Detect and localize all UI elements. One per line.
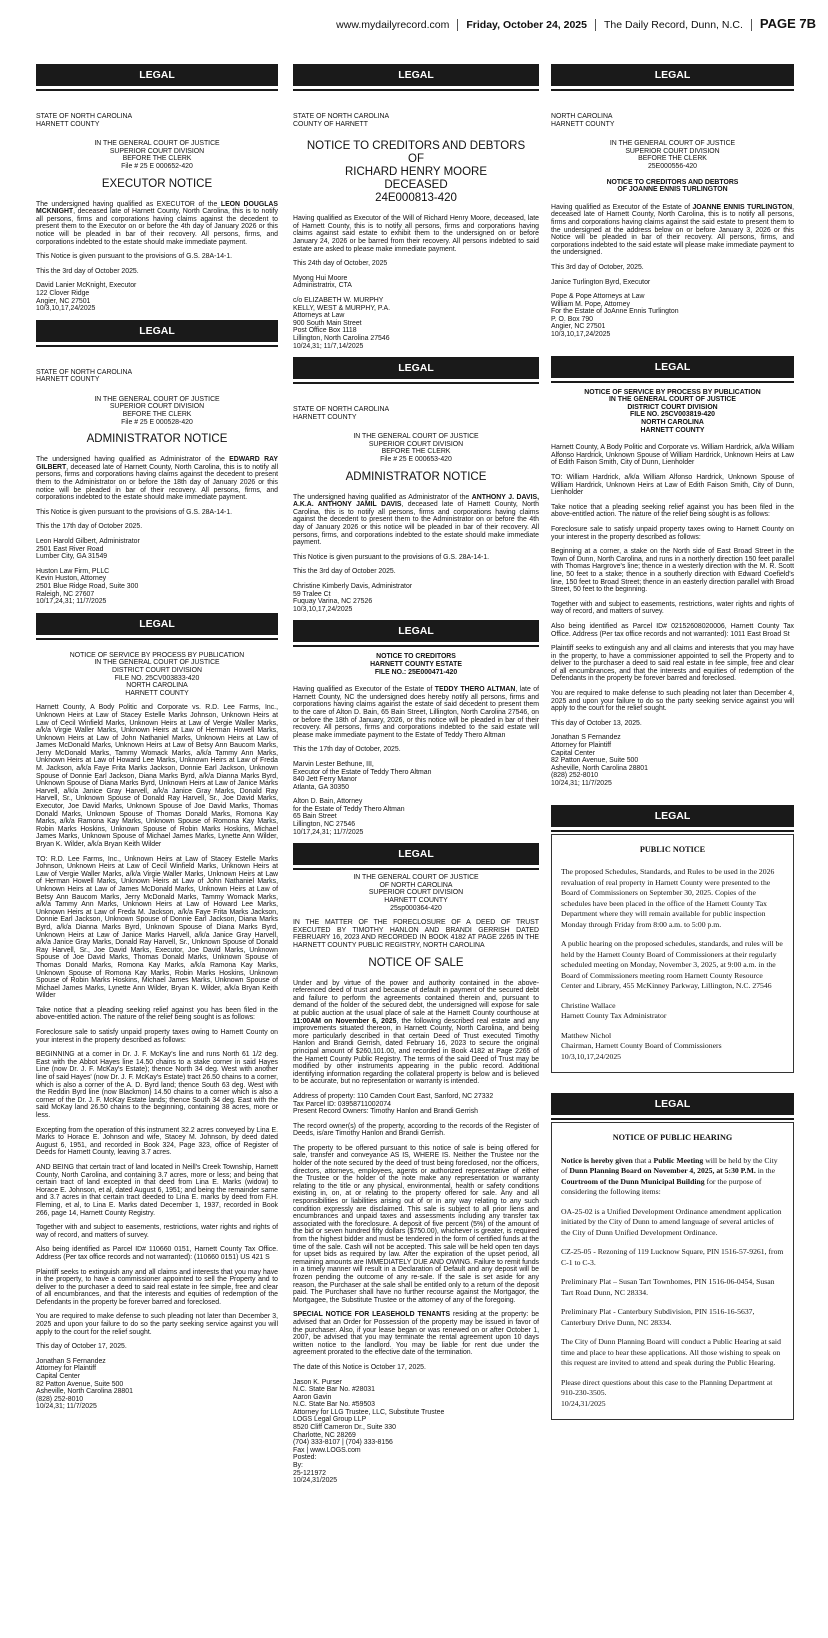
notice-heading: NOTICE TO CREDITORS HARNETT COUNTY ESTATE FILE NO.: 25E000471-420 (370, 653, 462, 676)
notice-title: ADMINISTRATOR NOTICE (345, 470, 487, 483)
notice-parties: Harnett County, A Body Politic and Corporate vs. William Hardrick, a/k/a William Alfonso Hardrick, Unknown Spouse of William Hardrick, Unknown Heirs at Law of Edith Faison Smith, City of Dunn, Lienholder (551, 444, 794, 467)
notice-signature: Christine Wallace Harnett County Tax Administrator (561, 1000, 667, 1021)
legal-section-band: LEGAL (36, 320, 278, 345)
notice-paragraph: Excepting from the operation of this instrument 32.2 acres conveyed by Lina E. Marks to Horace E. Johnson and wife, Stacey M. Johnson, by deed dated August 6, 1951, and recorded in Book 324, Page 323, office of Register of Deeds for Harnett County, leaving 3.7 acres. (36, 1126, 278, 1157)
notice-date: This the 3rd day of October 2025. (293, 568, 396, 576)
header-divider (457, 19, 458, 31)
column-right (551, 64, 794, 1420)
page-number: PAGE 7B (759, 16, 816, 31)
column-middle (293, 64, 539, 1492)
notice-date: This the 3rd day of October 2025. (36, 267, 139, 275)
legal-section-band: LEGAL (36, 613, 278, 638)
agenda-item: CZ-25-05 - Rezoning of 119 Lucknow Square, PIN 1516-57-9261, from C-1 to C-3. (561, 1247, 784, 1267)
court-heading: IN THE GENERAL COURT OF JUSTICE SUPERIOR COURT DIVISION BEFORE THE CLERK File # 25 E 000653-420 (353, 433, 479, 464)
attorney-signature: Alton D. Bain, Attorney for the Estate of Teddy Thero Altman 65 Bain Street Lillington, NC 27546 10/17,24,31; 11/7/2025 (293, 798, 405, 836)
notice-paragraph: A public hearing on the proposed schedules, standards, and rules will be held by the Harnett County Board of Commissioners at their regularly scheduled meeting on Monday, November 3, 2025, at 9:00 a.m. in the Board of Commissioners meeting room Harnett County Resource Center and Library, 455 McKinney Parkway, Lillington, N.C. 27546 (561, 939, 783, 991)
notice-date: This the 17th day of October, 2025. (293, 746, 401, 754)
issue-date: Friday, October 24, 2025 (466, 19, 587, 31)
page-header (0, 6, 816, 42)
notice-statute: This Notice is given pursuant to the provisions of G.S. 28A-14-1. (36, 508, 233, 516)
legal-section-band: LEGAL (551, 356, 794, 381)
notice-paragraph: The proposed Schedules, Standards, and Rules to be used in the 2026 revaluation of real property in Harnett County were presented to the Board of Commissioners on September 30, 2025. Copies of the schedules have been placed in the office of the Harnett County Tax Department where they will remain available for public inspection Monday through Friday from 8:00 a.m. to 5:00 p.m. (561, 867, 775, 929)
notice-body: The undersigned having qualified as EXECUTOR of the LEON DOUGLAS MCKNIGHT, deceased late of Harnett County, North Carolina, this is to notify all persons, firms and corporations having claims against the decedent to present them to the Executor on or before the 4th day of January 2026 or this notice will be pleaded in bar of their recovery. All persons, firms, and corporations indebted to the estate should make immediate payment. (36, 200, 278, 246)
administrator-notice-gilbert (36, 369, 278, 606)
notice-signature: Marvin Lester Bethune, III, Executor of the Estate of Teddy Thero Altman 840 Jett Ferry Manor Atlanta, GA 30350 (293, 760, 432, 791)
notice-title: PUBLIC NOTICE (639, 844, 706, 854)
service-by-publication-notice-2 (551, 389, 794, 788)
notice-signature: Christine Kimberly Davis, Administrator 59 Tralee Ct Fuquay Varina, NC 27526 10/3,10,17,24/2025 (293, 583, 413, 613)
notice-body: The undersigned having qualified as Administrator of the EDWARD RAY GILBERT, deceased late of Harnett County, North Carolina, this is to notify all persons, firms and corporations having claims against the decedent to present them to the Administrator on or before the 18th day of January 2026 or this notice will be pleaded in bar of their recovery. All persons, firms, and corporations indebted to the estate should make immediate payment. (36, 456, 278, 502)
notice-title: NOTICE OF SALE (368, 956, 464, 969)
legal-section-band: LEGAL (36, 64, 278, 89)
attorney-signature: Jonathan S Fernandez Attorney for Plaintiff Capital Center 82 Patton Avenue, Suite 500 Asheville, North Carolina 28801 (828) 252-8010 10/24,31; 11/7/2025 (551, 734, 648, 787)
notice-signature: Matthew Nichol Chairman, Harnett County Board of Commissioners 10/3,10,17,24/2025 (561, 1030, 722, 1061)
attorney-signature: Pope & Pope Attorneys at Law William M. Pope, Attorney For the Estate of JoAnne Ennis Turlington P. O. Box 790 Angier, NC 27501 10/3,10,17,24/2025 (551, 293, 679, 339)
property-description: Beginning at a corner, a stake on the North side of East Broad Street in the Town of Dunn, North Carolina, and runs in a northerly direction 150 feet parallel with Thomas Hargrove's line; thence in a westerly direction with the M. R. Scott line, 50 feet to a stake; thence in a southerly direction with Edward Coefield's line, 150 feet to Broad Street; thence in an easterly direction parallel with Broad Street, 50 feet to the beginning. (551, 548, 794, 594)
notice-paragraph: The property to be offered pursuant to this notice of sale is being offered for sale, transfer and conveyance AS IS, WHERE IS. Neither the Trustee nor the holder of the note secured by the deed of trust being foreclosed, nor the officers, directors, attorneys, employees, agents or authorized representative of either the Trustee or the holder of the note make any representation or warranty relating to the title or any physical, environmental, health or safety conditions existing in, on, at or relating to the property offered for sale. Any and all responsibilities or liabilities arising out of or in any way relating to any such condition expressly are disclaimed. This sale is subject to all prior liens and encumbrances and unpaid taxes and assessments including any transfer tax associated with the foreclosure. A deposit of five percent (5%) of the amount of the bid or seven hundred fifty dollars ($750.00), whichever is greater, is required from the highest bidder and must be tendered in the form of certified funds at the time of the sale. Cash will not be accepted. This sale will be held open ten days for upset bids as required by law. After the expiration of the upset period, all remaining amounts are IMMEDIATELY DUE AND OWING. Failure to remit funds in a timely manner will result in a Declaration of Default and any deposit will be frozen pending the outcome of any re-sale. If the sale is set aside for any reason, the Purchaser at the sale shall be entitled only to a return of the deposit paid. The Purchaser shall have no further recourse against the Mortgagor, the Mortgagee, the Substitute Trustee or the attorney of any of the foregoing. (293, 1144, 539, 1304)
website-url[interactable]: www.mydailyrecord.com (336, 19, 450, 31)
notice-paragraph: Together with and subject to easements, restrictions, water rights and rights of way of record, and matters of survey. (551, 600, 794, 616)
parcel-id: Also being identified as Parcel ID# 02152608020006, Harnett County Tax Office. Address (Per tax office records and not warranted): 1011 East Broad St (551, 622, 794, 638)
legal-section-band: LEGAL (293, 357, 539, 382)
notice-of-sale (293, 874, 539, 1485)
notice-date: This day of October 17, 2025. (36, 1343, 127, 1351)
notice-signature: Myong Hui Moore Administratrix, CTA (293, 274, 352, 290)
notice-date: This day of October 13, 2025. (551, 719, 642, 727)
header-divider (595, 19, 596, 31)
legal-section-band: LEGAL (551, 1093, 794, 1118)
public-notice-box (551, 834, 794, 1074)
legal-section-band: LEGAL (551, 64, 794, 89)
executor-notice (36, 113, 278, 313)
notice-paragraph: Take notice that a pleading seeking relief against you has been filed in the above-entitled action. The nature of the relief being sought is as follows: (36, 1006, 278, 1022)
notice-paragraph: Plaintiff seeks to extinguish any and all claims and interests that you may have in the property, to have a commissioner appointed to sell the Property and to deliver to the purchaser a deed to said real estate in fee simple, free and clear of all encumbrances, and that the interests and equities of redemption of the Defendants in the property be forever barred and foreclosed. (36, 1268, 278, 1306)
notice-paragraph: Take notice that a pleading seeking relief against you has been filed in the above-entitled action. The nature of the relief being sought is as follows: (551, 503, 794, 519)
notice-title: ADMINISTRATOR NOTICE (86, 433, 228, 446)
parcel-id: Also being identified as Parcel ID# 110660 0151, Harnett County Tax Office. Address (Per tax office records and not warranted): (110660 0151) US 421 S (36, 1246, 278, 1261)
notice-paragraph: Foreclosure sale to satisfy unpaid property taxes owing to Harnett County on your interest in the property described as follows: (36, 1029, 278, 1044)
notice-recipients: TO: R.D. Lee Farms, Inc., Unknown Heirs at Law of Stacey Estelle Marks Johnson, Unknown Heirs at Law of Cecil Winfield Marks, Unknown Heirs at Law of Vergie Waller Marks, a/k/a Virgie Waller Marks, Unknown Heirs at Law of Herman Howell Marks, Unknown Heirs at Law of John Nathaniel Marks, Unknown Heirs at Law of James McDonald Marks, Unknown Heirs at Law of Betsy Ann Baucom Marks, Jerry McDonald Marks, Tammy Womack Marks, a/k/a Tammy Ann Marks, Unknown Heirs at Law of Howard Lee Marks, Unknown Heirs at Law of Freda M. Jackson, a/k/a Faye Frita Marks Jackson, Donnie Earl Jackson, Unknown Spouse of Donnie Earl Jackson, Diana Marks Byrd, a/k/a Dianna Marks Byrd, Unknown Spouse of Diana Marks Byrd, Unknown Heirs at Law of Janice Marks Harvell, a/k/a Janice Gray Harvell, a/k/a Janice Gray Marks, Donald Ray Harvell, Sr., Unknown Spouse of Donald Ray Harvell, Sr., Joe David Marks, Executor, Joe David Marks, Unknown Spouse of Joe David Marks, Thomas Donald Marks, Unknown Spouse of Thomas Donald Marks, Romona Kay Marks, a/k/a Ramona Kay Marks, Unknown Spouse of Romona Kay Marks, Robin Marks Hoskins, Unknown Spouse of Robin Marks Hoskins, Michael James Marks, Unknown Spouse of Michael James Marks, Lynette Ann Wilder, Bryan K. Wilder, a/k/a Bryan Keith Wilder (36, 855, 278, 1000)
legal-section-band: LEGAL (551, 805, 794, 830)
notice-body: Having qualified as Executor of the Will of Richard Henry Moore, deceased, late of Harnett County, this is to notify all persons, firms and corporations having claims against said estate to exhibit them to the undersigned on or before January 24, 2026 or be barred from their recovery. All persons indebted to said estate are asked to please make immediate payment. (293, 215, 539, 253)
legal-section-band: LEGAL (293, 843, 539, 868)
notice-to-creditors-altman (293, 653, 539, 836)
notice-intro: Notice is hereby given that a Public Meeting will be held by the City of Dunn Planning Board on November 4, 2025, at 5:30 P.M. in the Courtroom of the Dunn Municipal Building for the purpose of considering the following items: (561, 1155, 778, 1197)
notice-date: This 3rd day of October, 2025. (551, 263, 644, 271)
header-divider (751, 19, 752, 31)
notice-parties: Harnett County, A Body Politic and Corporate vs. R.D. Lee Farms, Inc., Unknown Heirs at Law of Stacey Estelle Marks Johnson, Unknown Heirs at Law of Cecil Winfield Marks, Unknown Heirs at Law of Vergie Waller Marks, a/k/a Virgie Waller Marks, Unknown Heirs at Law of Herman Howell Marks, Unknown Heirs at Law of John Nathaniel Marks, Unknown Heirs at Law of James McDonald Marks, Unknown Heirs at Law of Betsy Ann Baucom Marks, Jerry McDonald Marks, Tammy Womack Marks, a/k/a Tammy Ann Marks, Unknown Heirs at Law of Howard Lee Marks, Unknown Heirs at Law of Freda M. Jackson, a/k/a Faye Frita Marks Jackson, Donnie Earl Jackson, Unknown Spouse of Donnie Earl Jackson, Diana Marks Byrd, a/k/a Dianna Marks Byrd, Unknown Spouse of Diana Marks Byrd, Unknown Heirs at Law of Janice Marks Harvell, a/k/a Janice Gray Harvell, a/k/a Janice Gray Marks, Donald Ray Harvell, Sr., Unknown Spouse of Donald Ray Harvell, Sr., Joe David Marks, Executor, Joe David Marks, Unknown Spouse of Joe David Marks, Thomas Donald Marks, Unknown Spouse of Thomas Donald Marks, Romona Kay Marks, a/k/a Ramona Kay Marks, Unknown Spouse of Romona Kay Marks, Robin Marks Hoskins, Unknown Spouse of Robin Marks Hoskins, Michael James Marks, Unknown Spouse of Michael James Marks, Lynette Ann Wilder, Bryan K. Wilder, a/k/a Bryan Keith Wilder (36, 704, 278, 848)
attorney-signature: c/o ELIZABETH W. MURPHY KELLY, WEST & MURPHY, P.A. Attorneys at Law 900 South Main Street Post Office Box 1118 Lillington, North Carolina 27546 10/24,31; 11/7,14/2025 (293, 296, 391, 350)
notice-statute: This Notice is given pursuant to the provisions of G.S. 28A-14-1. (293, 553, 490, 561)
notice-body: Under and by virtue of the power and authority contained in the above-referenced deed of trust and because of default in payment of the secured debt and failure to perform the agreements contained therein and, pursuant to demand of the holder of the secured debt, the undersigned will expose for sale at public auction at the usual place of sale at the Harnett County courthouse at 11:00AM on November 6, 2025, the following described real estate and any improvements situated thereon, in Harnett County, North Carolina, and being more particularly described in that certain Deed of Trust executed Timothy Hanlon and Brandi Gerrish, dated February 16, 2023 to secure the original principal amount of $260,101.00, and recorded in Book 4182 at Page 2265 of the Harnett County Public Registry. The terms of the said Deed of Trust may be modified by other instruments appearing in the public record. Additional identifying information regarding the collateral property is below and is believed to be accurate, but no representation or warranty is intended. (293, 979, 539, 1086)
notice-paragraph: The City of Dunn Planning Board will conduct a Public Hearing at said time and place to hear these applications. All those wishing to speak on this request are invited to attend and speak during the Public Hearing. (561, 1337, 781, 1368)
notice-signature: Leon Harold Gilbert, Administrator 2501 East River Road Lumber City, GA 31549 (36, 538, 140, 561)
notice-jurisdiction: STATE OF NORTH CAROLINA COUNTY OF HARNETT (293, 113, 390, 128)
notice-date: The date of this Notice is October 17, 2025. (293, 1363, 426, 1371)
court-heading: IN THE GENERAL COURT OF JUSTICE SUPERIOR COURT DIVISION BEFORE THE CLERK 25E000556-420 (609, 140, 736, 170)
notice-body: Having qualified as Executor of the Estate of JOANNE ENNIS TURLINGTON, deceased late of Harnett County, North Carolina, this is to notify all persons, firms and corporations having claims against the said estate to present them to the undersigned at the address below on or before January 3, 2026 or this Notice will be pleaded in bar of their recovery. All persons, firms, and corporations indebted to the said estate will please make immediate payment to the undersigned. (551, 203, 794, 257)
court-heading: IN THE GENERAL COURT OF JUSTICE SUPERIOR COURT DIVISION BEFORE THE CLERK File # 25 E 000528-420 (94, 395, 220, 426)
court-heading: IN THE GENERAL COURT OF JUSTICE OF NORTH CAROLINA SUPERIOR COURT DIVISION HARNETT COUNTY 25sp000364-420 (353, 874, 479, 912)
notice-heading: NOTICE OF SERVICE BY PROCESS BY PUBLICATION IN THE GENERAL COURT OF JUSTICE DISTRICT COURT DIVISION FILE NO. 25CV003819-420 NORTH CAROLINA HARNETT COUNTY (584, 388, 761, 434)
notice-body: Having qualified as Executor of the Estate of TEDDY THERO ALTMAN, late of Harnett County, NC the undersigned does hereby notify all persons, firms and corporations having claims against the estate of said decedent to present them to the care of Alton D. Bain, 65 Bain Street, Lillington, North Carolina 27546, on or before the 18th of January, 2026, or this notice will be pleaded in bar of their recovery. All persons, firms and corporations indebted to the said estate will please make immediate payment to the Estate of Teddy Thero Altman (293, 686, 539, 739)
newspaper-name: The Daily Record, Dunn, N.C. (604, 19, 743, 31)
legal-section-band: LEGAL (293, 620, 539, 645)
administrator-notice-davis (293, 406, 539, 613)
service-by-publication-notice-1 (36, 652, 278, 1411)
legal-section-band: LEGAL (293, 64, 539, 89)
agenda-item: Preliminary Plat – Susan Tart Townhomes, PIN 1516-06-0454, Susan Tart Road Dunn, NC 28334. (561, 1277, 775, 1297)
notice-body: The undersigned having qualified as Administrator of the ANTHONY J. DAVIS, A.K.A. ANTHONY JAMIL DAVIS, deceased late of Harnett County, North Carolina, this is to notify all persons, firms and corporations having claims against the decedent to present them to the Administrator on or before the 4th day of January 2026 or this notice will be pleaded in bar of their recovery. All persons, firms, and corporations indebted to the estate should make immediate payment. (293, 493, 539, 547)
notice-jurisdiction: NORTH CAROLINA HARNETT COUNTY (551, 113, 615, 128)
agenda-item: OA-25-02 is a Unified Development Ordinance amendment application initiated by the City of Dunn to amend language of several articles of the City of Dunn Unified Development Ordinance. (561, 1206, 782, 1237)
notice-jurisdiction: STATE OF NORTH CAROLINA HARNETT COUNTY (36, 368, 133, 384)
attorney-signature: Jonathan S Fernandez Attorney for Plaintiff Capital Center 82 Patton Avenue, Suite 500 Asheville, North Carolina 28801 (828) 252-8010 10/24,31; 11/7/2025 (36, 1357, 133, 1411)
notice-heading: NOTICE OF SERVICE BY PROCESS BY PUBLICATION IN THE GENERAL COURT OF JUSTICE DISTRICT COURT DIVISION FILE NO. 25CV003833-420 NORTH CAROLINA HARNETT COUNTY (69, 651, 245, 697)
notice-to-creditors-moore (293, 113, 539, 350)
notice-paragraph: Plaintiff seeks to extinguish any and all claims and interests that you may have in the property, to have a commissioner appointed to sell the Property and to deliver to the purchaser a deed to said real estate in fee simple, free and clear of all encumbrances, and that the interests and equities of redemption of the Defendants in the property be forever barred and foreclosed. (551, 645, 794, 683)
notice-paragraph: You are required to make defense to such pleading not later than December 4, 2025 and upon your failure to do so the party seeking service against you will apply to the court for the relief sought. (551, 690, 794, 713)
notice-to-creditors-turlington (551, 113, 794, 339)
notice-title: NOTICE TO CREDITORS AND DEBTORS OF JOANNE ENNIS TURLINGTON (606, 178, 739, 194)
notice-jurisdiction: STATE OF NORTH CAROLINA HARNETT COUNTY (293, 406, 390, 421)
notice-jurisdiction: STATE OF NORTH CAROLINA HARNETT COUNTY (36, 113, 133, 128)
court-heading: IN THE GENERAL COURT OF JUSTICE SUPERIOR COURT DIVISION BEFORE THE CLERK File # 25 E 000652-420 (94, 140, 220, 170)
notice-signature: David Lanier McKnight, Executor 122 Clover Ridge Angier, NC 27501 10/3,10,17,24/2025 (36, 282, 137, 313)
tenant-notice: SPECIAL NOTICE FOR LEASEHOLD TENANTS residing at the property: be advised that an Order for Possession of the property may be issued in favor of the purchaser. Also, if your lease began or was renewed on or after October 1, 2007, be advised that you may terminate the rental agreement upon 10 days written notice to the landlord. You may be liable for rent due under the agreement prorated to the effective date of the termination. (293, 1311, 539, 1357)
column-left (36, 64, 278, 1418)
property-description: BEGINNING at a corner in Dr. J. F. McKay's line and runs North 61 1/2 deg. East with the Abbot Hayes line 14.50 chains to a stake corner in said Hayes Line (now Dr. J. F. McKay's Estate); thence North 34 deg. West with another line of said Hayes' (now Dr. J. F. McKay's Estate) tract 26.50 chains to a corner, which is also a corner of the A. D. Byrd land; thence South 63 deg. West with the Reddin Byrd line (now Blackmon) 14.50 chains to a corner which is also a corner of the Dr. J. F. McKay Estate lands; thence South 34 deg. East with the said McKay land 26.50 chains to the beginning, containing 38 acres, more or less. (36, 1051, 278, 1119)
notice-title: EXECUTOR NOTICE (101, 177, 213, 190)
notice-title: NOTICE TO CREDITORS AND DEBTORS OF RICHARD HENRY MOORE DECEASED 24E000813-420 (306, 140, 526, 205)
agenda-item: Preliminary Plat - Canterbury Subdivision, PIN 1516-16-5637, Canterbury Drive Dunn, NC 28334. (561, 1307, 755, 1327)
notice-title: NOTICE OF PUBLIC HEARING (612, 1133, 733, 1143)
notice-date: This 24th day of October, 2025 (293, 260, 388, 268)
trustee-signature: Jason K. Purser N.C. State Bar No. #28031 Aaron Gavin N.C. State Bar No. #59503 Attorney for LLG Trustee, LLC, Substitute Trustee LOGS Legal Group LLP 8520 Cliff Cameron Dr., Suite 330 Charlotte, NC 28269 (704) 333-8107 | (704) 333-8156 Fax | www.LOGS.com Posted: By: 25-121972 10/24,31/2025 (293, 1378, 445, 1485)
notice-paragraph: Foreclosure sale to satisfy unpaid property taxes owing to Harnett County on your interest in the property described as follows: (551, 525, 794, 541)
foreclosure-matter: IN THE MATTER OF THE FORECLOSURE OF A DEED OF TRUST EXECUTED BY TIMOTHY HANLON AND BRANDI GERRISH DATED FEBRUARY 16, 2023 AND RECORDED IN BOOK 4182 AT PAGE 2265 IN THE HARNETT COUNTY PUBLIC REGISTRY, NORTH CAROLINA (293, 919, 539, 949)
notice-paragraph: The record owner(s) of the property, according to the records of the Register of Deeds, is/are Timothy Hanlon and Brandi Gerrish. (293, 1122, 539, 1138)
property-details: Address of property: 110 Camden Court East, Sanford, NC 27332 Tax Parcel ID: 03958711002074 Present Record Owners: Timothy Hanlon and Brandi Gerrish (293, 1092, 494, 1116)
notice-recipients: TO: William Hardrick, a/k/a William Alfonso Hardrick, Unknown Spouse of William Hardrick, Unknown Heirs at Law of Edith Faison Smith, City of Dunn, Lienholder (551, 474, 794, 497)
notice-paragraph: AND BEING that certain tract of land located in Neill's Creek Township, Harnett County, North Carolina, and containing 3.7 acres, more or less; and being that certain tract of land excepted in that deed from Lina E. Marks (widow) to Horace E. Johnson, et al, dated August 6, 1951; and being the remainder same and 3.7 acres in that certain tract deeded to Lina E. marks by deed from F.H. Fleming, et al, to Lina E. Marks dated December 1, 1937, recorded in Book 266, page 14, Harnett County Registry. (36, 1163, 278, 1217)
notice-date: This the 17th day of October 2025. (36, 523, 143, 531)
notice-signature: Janice Turlington Byrd, Executor (551, 278, 651, 286)
notice-contact: Please direct questions about this case to the Planning Department at 910-230-3505. (561, 1377, 773, 1398)
notice-statute: This Notice is given pursuant to the provisions of G.S. 28A-14-1. (36, 253, 233, 261)
notice-paragraph: Together with and subject to easements, restrictions, water rights and rights of way of record, and matters of survey. (36, 1224, 278, 1239)
public-hearing-box (551, 1122, 794, 1420)
attorney-signature: Huston Law Firm, PLLC Kevin Huston, Attorney 2501 Blue Ridge Road, Suite 300 Raleigh, NC 27607 10/17,24,31; 11/7/2025 (36, 567, 139, 606)
publication-dates: 10/24,31/2025 (561, 1398, 606, 1408)
notice-paragraph: You are required to make defense to such pleading not later than December 3, 2025 and upon your failure to do so the party seeking service against you will apply to the court for the relief sought. (36, 1313, 278, 1336)
